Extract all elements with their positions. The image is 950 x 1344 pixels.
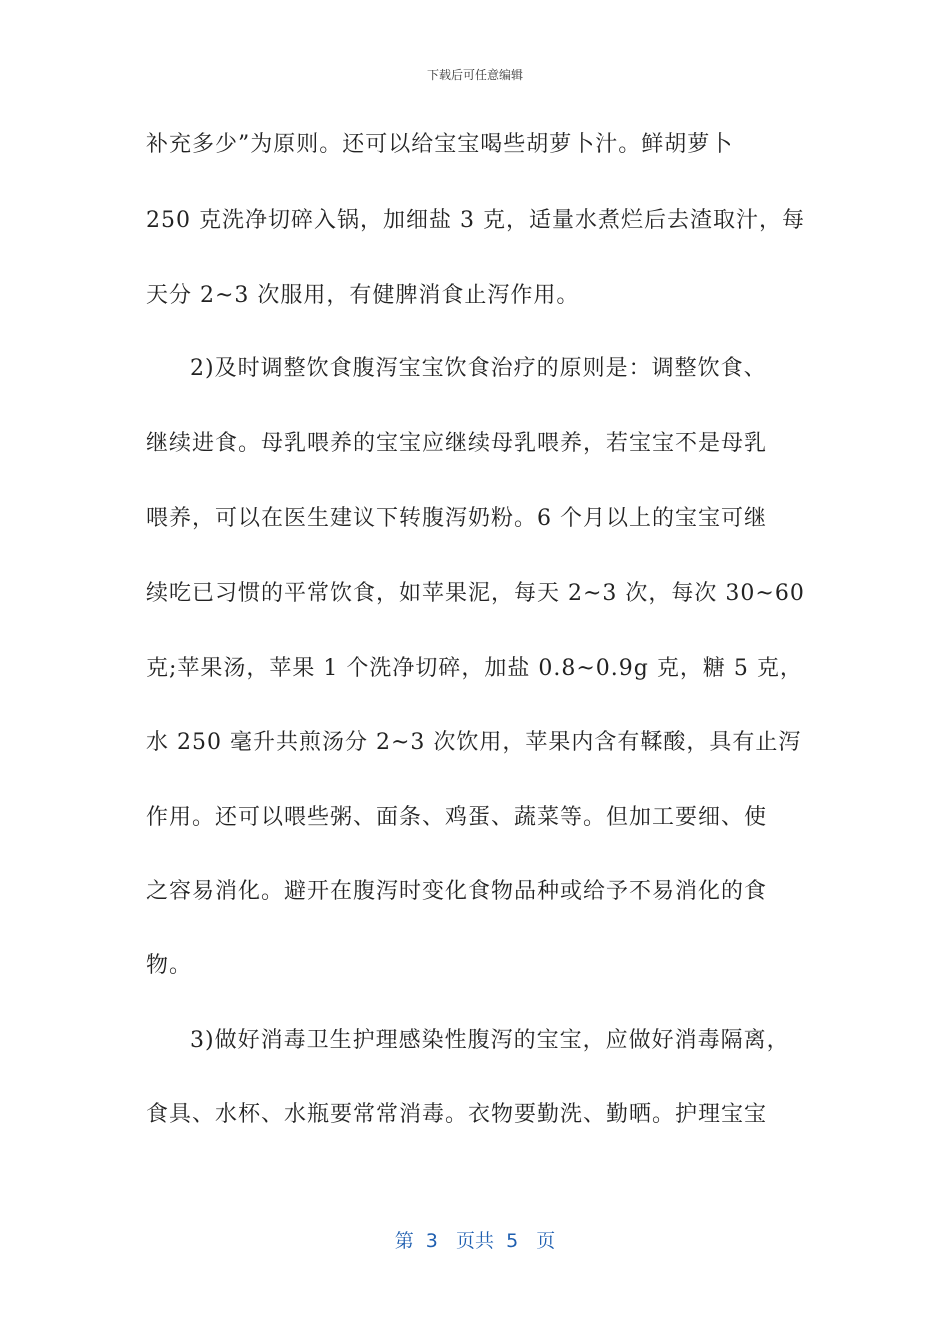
text-line: 物。 <box>146 953 193 978</box>
header-note: 下载后可任意编辑 <box>426 68 523 82</box>
text-line: 作用。还可以喂些粥、面条、鸡蛋、蔬菜等。但加工要细、使 <box>146 805 768 830</box>
page-number: 第 3 页共 5 页 <box>394 1230 556 1252</box>
text-line: 喂养，可以在医生建议下转腹泻奶粉。6 个月以上的宝宝可继 <box>146 506 767 531</box>
text-line: 250 克洗净切碎入锅，加细盐 3 克，适量水煮烂后去渣取汁，每 <box>146 208 805 233</box>
text-line: 食具、水杯、水瓶要常常消毒。衣物要勤洗、勤晒。护理宝宝 <box>146 1102 768 1127</box>
text-line: 继续进食。母乳喂养的宝宝应继续母乳喂养，若宝宝不是母乳 <box>146 431 768 456</box>
paragraph-start-line: 2)及时调整饮食腹泻宝宝饮食治疗的原则是：调整饮食、 <box>190 356 767 381</box>
paragraph-start-line: 3)做好消毒卫生护理感染性腹泻的宝宝，应做好消毒隔离， <box>190 1028 790 1053</box>
text-line: 之容易消化。避开在腹泻时变化食物品种或给予不易消化的食 <box>146 879 768 904</box>
text-line: 克;苹果汤，苹果 1 个洗净切碎，加盐 0.8~0.9g 克，糖 5 克， <box>146 656 803 681</box>
text-line: 水 250 毫升共煎汤分 2~3 次饮用，苹果内含有鞣酸，具有止泻 <box>146 730 802 755</box>
text-line: 补充多少”为原则。还可以给宝宝喝些胡萝卜汁。鲜胡萝卜 <box>146 132 734 157</box>
text-line: 天分 2~3 次服用，有健脾消食止泻作用。 <box>146 283 580 308</box>
text-line: 续吃已习惯的平常饮食，如苹果泥，每天 2~3 次，每次 30~60 <box>146 581 805 606</box>
